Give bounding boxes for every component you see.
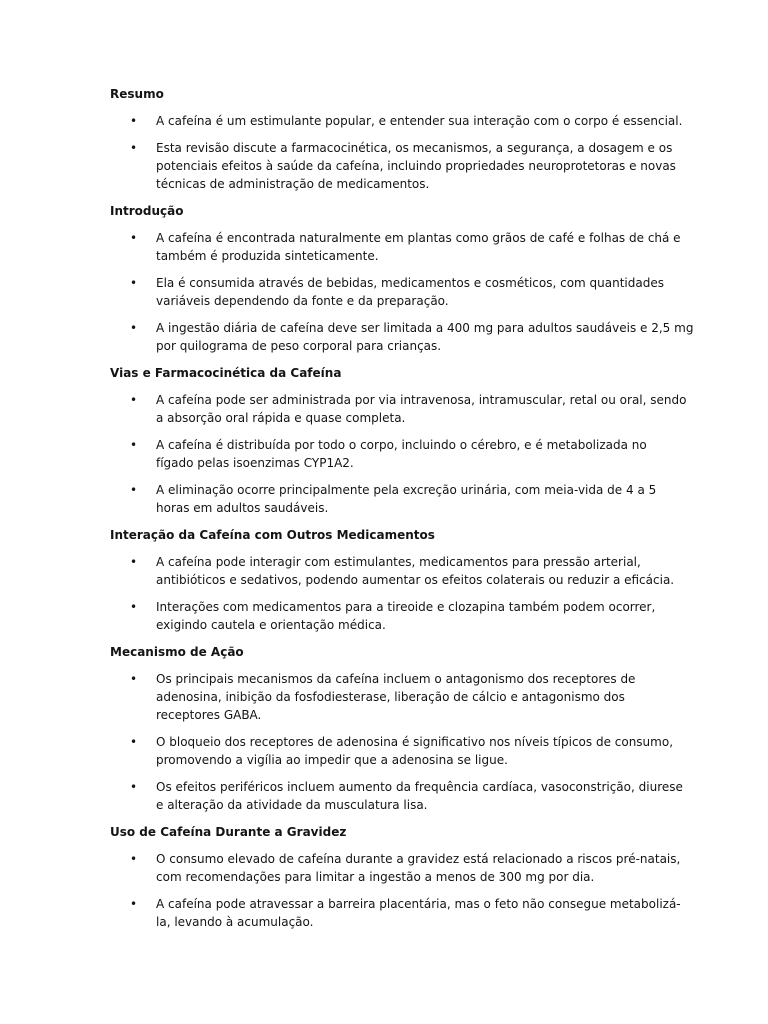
bullet-text-line: Interações com medicamentos para a tireoide e clozapina também podem ocorrer, [156,600,656,614]
section-heading: Mecanismo de Ação [110,645,244,659]
bullet-text-line: técnicas de administração de medicamentos. [156,177,430,191]
bullet-text-line: Ela é consumida através de bebidas, medicamentos e cosméticos, com quantidades [156,276,664,290]
bullet-item [110,481,670,517]
bullet-text-line: O bloqueio dos receptores de adenosina é significativo nos níveis típicos de consumo, [156,735,674,749]
bullet-text-line: promovendo a vigília ao impedir que a adenosina se ligue. [156,753,508,767]
bullet-text-line: adenosina, inibição da fosfodiesterase, liberação de cálcio e antagonismo dos [156,690,625,704]
bullet-text-line: também é produzida sinteticamente. [156,249,379,263]
bullet-dot-icon: • [130,780,138,794]
bullet-dot-icon: • [130,483,138,497]
section-heading: Uso de Cafeína Durante a Gravidez [110,825,347,839]
bullet-text-line: exigindo cautela e orientação médica. [156,618,386,632]
bullet-item [110,733,674,769]
bullet-text-line: com recomendações para limitar a ingestão a menos de 300 mg por dia. [156,870,595,884]
bullet-item [110,319,694,355]
bullet-text-line: variáveis dependendo da fonte e da preparação. [156,294,449,308]
bullet-text-line: Os efeitos periféricos incluem aumento da frequência cardíaca, vasoconstrição, diurese [156,780,683,794]
bullet-list [110,850,681,931]
bullet-dot-icon: • [130,555,138,569]
bullet-text-line: fígado pelas isoenzimas CYP1A2. [156,456,354,470]
bullet-item [110,895,681,931]
bullet-item [110,850,681,886]
bullet-dot-icon: • [130,231,138,245]
bullet-text-line: horas em adultos saudáveis. [156,501,329,515]
document-body [110,85,694,940]
bullet-item [110,229,681,265]
bullet-dot-icon: • [130,141,138,155]
bullet-text-line: a absorção oral rápida e quase completa. [156,411,406,425]
bullet-text-line: antibióticos e sedativos, podendo aumentar os efeitos colaterais ou reduzir a eficácia. [156,573,675,587]
bullet-dot-icon: • [130,114,138,128]
bullet-item [110,553,675,589]
bullet-dot-icon: • [130,600,138,614]
bullet-dot-icon: • [130,321,138,335]
bullet-dot-icon: • [130,672,138,686]
bullet-text-line: A cafeína é encontrada naturalmente em plantas como grãos de café e folhas de chá e [156,231,681,245]
bullet-item [110,670,670,724]
bullet-text-line: A eliminação ocorre principalmente pela excreção urinária, com meia-vida de 4 a 5 [156,483,657,497]
section-heading: Vias e Farmacocinética da Cafeína [110,366,342,380]
bullet-text-line: A cafeína pode interagir com estimulantes, medicamentos para pressão arterial, [156,555,641,569]
bullet-item [110,598,670,634]
bullet-item [110,778,683,814]
bullet-list [110,112,683,193]
bullet-item [110,112,683,130]
section-heading: Resumo [110,87,164,101]
bullet-dot-icon: • [130,852,138,866]
bullet-item [110,274,670,310]
bullet-text-line: potenciais efeitos à saúde da cafeína, incluindo propriedades neuroprotetoras e novas [156,159,676,173]
bullet-item [110,391,687,427]
bullet-text-line: A cafeína é distribuída por todo o corpo, incluindo o cérebro, e é metabolizada no [156,438,647,452]
bullet-dot-icon: • [130,897,138,911]
section-heading: Interação da Cafeína com Outros Medicamentos [110,528,435,542]
bullet-list [110,553,675,634]
bullet-dot-icon: • [130,735,138,749]
bullet-dot-icon: • [130,438,138,452]
bullet-text-line: A cafeína pode ser administrada por via intravenosa, intramuscular, retal ou oral, sendo [156,393,687,407]
bullet-text-line: receptores GABA. [156,708,262,722]
bullet-dot-icon: • [130,276,138,290]
bullet-text-line: A cafeína pode atravessar a barreira placentária, mas o feto não consegue metabolizá- [156,897,681,911]
bullet-text-line: la, levando à acumulação. [156,915,314,929]
bullet-text-line: e alteração da atividade da musculatura lisa. [156,798,428,812]
section-heading: Introdução [110,204,184,218]
bullet-text-line: O consumo elevado de cafeína durante a gravidez está relacionado a riscos pré-natais, [156,852,681,866]
bullet-text-line: Esta revisão discute a farmacocinética, os mecanismos, a segurança, a dosagem e os [156,141,673,155]
bullet-dot-icon: • [130,393,138,407]
bullet-list [110,229,694,355]
bullet-item [110,436,670,472]
bullet-text-line: A ingestão diária de cafeína deve ser limitada a 400 mg para adultos saudáveis e 2,5 mg [156,321,694,335]
bullet-text-line: Os principais mecanismos da cafeína incluem o antagonismo dos receptores de [156,672,636,686]
bullet-list [110,391,687,517]
bullet-item [110,139,676,193]
bullet-text-line: A cafeína é um estimulante popular, e entender sua interação com o corpo é essencial. [156,114,683,128]
bullet-text-line: por quilograma de peso corporal para crianças. [156,339,442,353]
bullet-list [110,670,683,814]
